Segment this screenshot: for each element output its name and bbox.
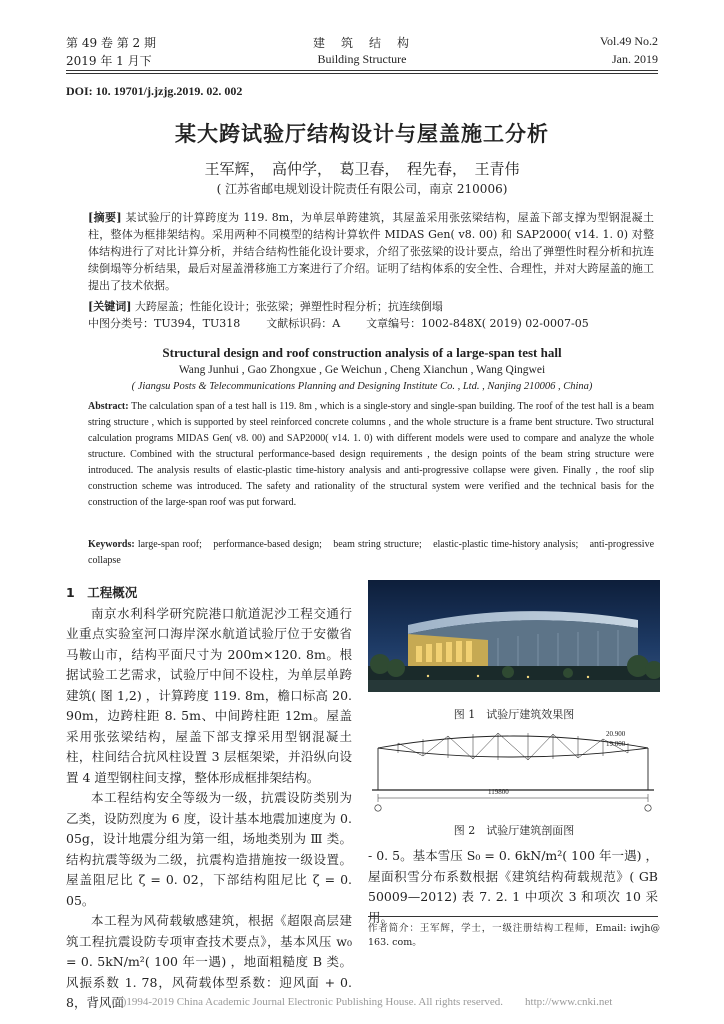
figure2-drawing <box>368 726 660 812</box>
keywords-en <box>88 537 654 569</box>
author-note-rule <box>368 916 658 917</box>
abstract-cn-label: [摘要] <box>88 211 122 224</box>
journal-name-cn: 建 筑 结 构 <box>312 36 411 50</box>
section1-para1: 南京水利科学研究院港口航道泥沙工程交通行业重点实验室河口海岸深水航道试验厅位于安徽省马鞍山市，结构平面尺寸为 200m×120. 8m。根据试验工艺需求，试验厅中间不设柱，为单层单跨建筑( 图 1,2) ，计算跨度 119. 8m，檐口标高 20. 90m，边跨柱距 8. 5m、中间跨柱距 12m。屋盖采用张弦梁结构，屋盖下部支撑采用型钢混凝土柱，柱间结合抗风柱设置 3 层框架梁，并沿纵向设置 4 道型钢柱间支撑，整体形成框排架结构。 <box>66 605 352 785</box>
figure2-span-dimension: 119800 <box>488 788 509 796</box>
abstract-cn-text: 某试验厅的计算跨度为 119. 8m，为单层单跨建筑，其屋盖采用张弦梁结构，屋盖下部支撑为型钢混凝土柱，整体为框排架结构。采用两种不同模型的结构计算软件 MIDAS Gen( v8. 00) 和 SAP2000( v14. 1. 0) 对整体结构进行了对比计算分析，并结合结构性能化设计要求，介绍了张弦梁的设计要点，给出了弹塑性时程分析和抗连续倒塌等分析结果，最后对屋盖滑移施工方案进行了介绍。证明了结构体系的安全性、合理性，并对大跨屋盖的施工提出了技术依据。 <box>88 211 654 292</box>
figure1-caption: 图 1 试验厅建筑效果图 <box>453 708 575 721</box>
doc-code: 文献标识码：A <box>266 317 341 330</box>
figure2-caption: 图 2 试验厅建筑剖面图 <box>453 824 575 837</box>
figure2-elevation-top: 20.900 <box>606 730 626 738</box>
affiliation-cn: ( 江苏省邮电规划设计院责任有限公司，南京 210006) <box>216 182 508 196</box>
abstract-en-label: Abstract: <box>88 401 129 412</box>
right-column-text: - 0. 5。基本雪压 S₀ = 0. 6kN/m²( 100 年一遇) ，屋面积雪分布系数根据《建筑结构荷载规范》( GB 50009—2012) 表 7. 2. 1 中项次 3 和项次 10 采用。 <box>368 848 658 925</box>
authors-cn: 王军辉， 高仲学， 葛卫春， 程先春， 王青伟 <box>204 160 520 178</box>
keywords-cn-label: [关键词] <box>88 300 132 313</box>
header-rule <box>66 70 658 71</box>
journal-volume: 第 49 卷 第 2 期 <box>66 36 156 50</box>
journal-date-en: Jan. 2019 <box>612 52 658 66</box>
section1-para3: 本工程为风荷载敏感建筑，根据《超限高层建筑工程抗震设防专项审查技术要点》，基本风压 w₀ = 0. 5kN/m²( 100 年一遇) ，地面粗糙度 B 类。风振系数 1. 78，风荷载体型系数：迎风面 + 0. 8，背风面 <box>66 913 352 1010</box>
journal-name-en: Building Structure <box>317 52 407 66</box>
abstract-cn <box>88 209 654 294</box>
keywords-cn-text: 大跨屋盖；性能化设计；张弦梁；弹塑性时程分析；抗连续倒塌 <box>134 300 443 313</box>
author-note: 作者简介：王军辉，学士，一级注册结构工程师，Email: iwjh@ 163. com。 <box>368 923 660 948</box>
keywords-en-text: large-span roof; performance-based design; beam string structure; elastic-plastic time-history analysis; anti-progressive collapse <box>88 539 655 566</box>
doi[interactable]: DOI: 10. 19701/j.jzjg.2019. 02. 002 <box>66 84 243 98</box>
journal-date: 2019 年 1 月下 <box>66 54 152 68</box>
article-number: 文章编号：1002-848X( 2019) 02-0007-05 <box>366 317 589 330</box>
keywords-en-label: Keywords: <box>88 539 135 550</box>
affiliation-en: ( Jiangsu Posts & Telecommunications Planning and Designing Institute Co. , Ltd. , Nanjing 210006 , China) <box>131 381 593 392</box>
journal-volume-en: Vol.49 No.2 <box>599 34 658 48</box>
clc-number: 中图分类号：TU394，TU318 <box>88 317 241 330</box>
copyright-footer: (C)1994-2019 China Academic Journal Electronic Publishing House. All rights reserved. http://www.cnki.net <box>111 996 613 1008</box>
authors-en: Wang Junhui , Gao Zhongxue , Ge Weichun , Cheng Xianchun , Wang Qingwei <box>178 364 546 376</box>
section1 <box>66 583 352 1014</box>
paper-title: 某大跨试验厅结构设计与屋盖施工分析 <box>175 122 549 146</box>
abstract-en-text: The calculation span of a test hall is 119. 8m , which is a single-story and single-span building. The roof of the test hall is a beam string structure , which is supported by steel reinforced concrete columns , and the whole structure is a frame bent structure. Two structural calculation programs MIDAS Gen( v8. 00) and SAP2000( v14. 1. 0) with different models were used to compare and analyze the whole structure. Combined with the structural performance-based design requirements , the design points of the beam string structure were introduced. The analysis results of elastic-plastic time-history analysis and anti-progressive collapse were given. Finally , the roof slip construction scheme was introduced. The safety and rationality of the structural system were verified and the technical basis for the construction of the large-span roof was put forward. <box>88 401 654 508</box>
paper-title-en: Structural design and roof construction analysis of a large-span test hall <box>162 345 562 360</box>
abstract-en <box>88 399 654 511</box>
section1-heading: 1 工程概况 <box>66 585 138 600</box>
classification-row <box>88 315 654 332</box>
keywords-cn <box>88 298 654 315</box>
figure1-image <box>368 580 660 692</box>
header-rule-2 <box>66 73 658 74</box>
figure2-elevation-mid: 19.000 <box>606 740 626 748</box>
section1-para2: 本工程结构安全等级为一级，抗震设防类别为乙类，设防烈度为 6 度，设计基本地震加速度为 0. 05g，设计地震分组为第一组，场地类别为 Ⅲ 类。结构抗震等级为二级，抗震构造措施按一级设置。屋盖阻尼比 ζ = 0. 02，下部结构阻尼比 ζ = 0. 05。 <box>66 790 352 908</box>
